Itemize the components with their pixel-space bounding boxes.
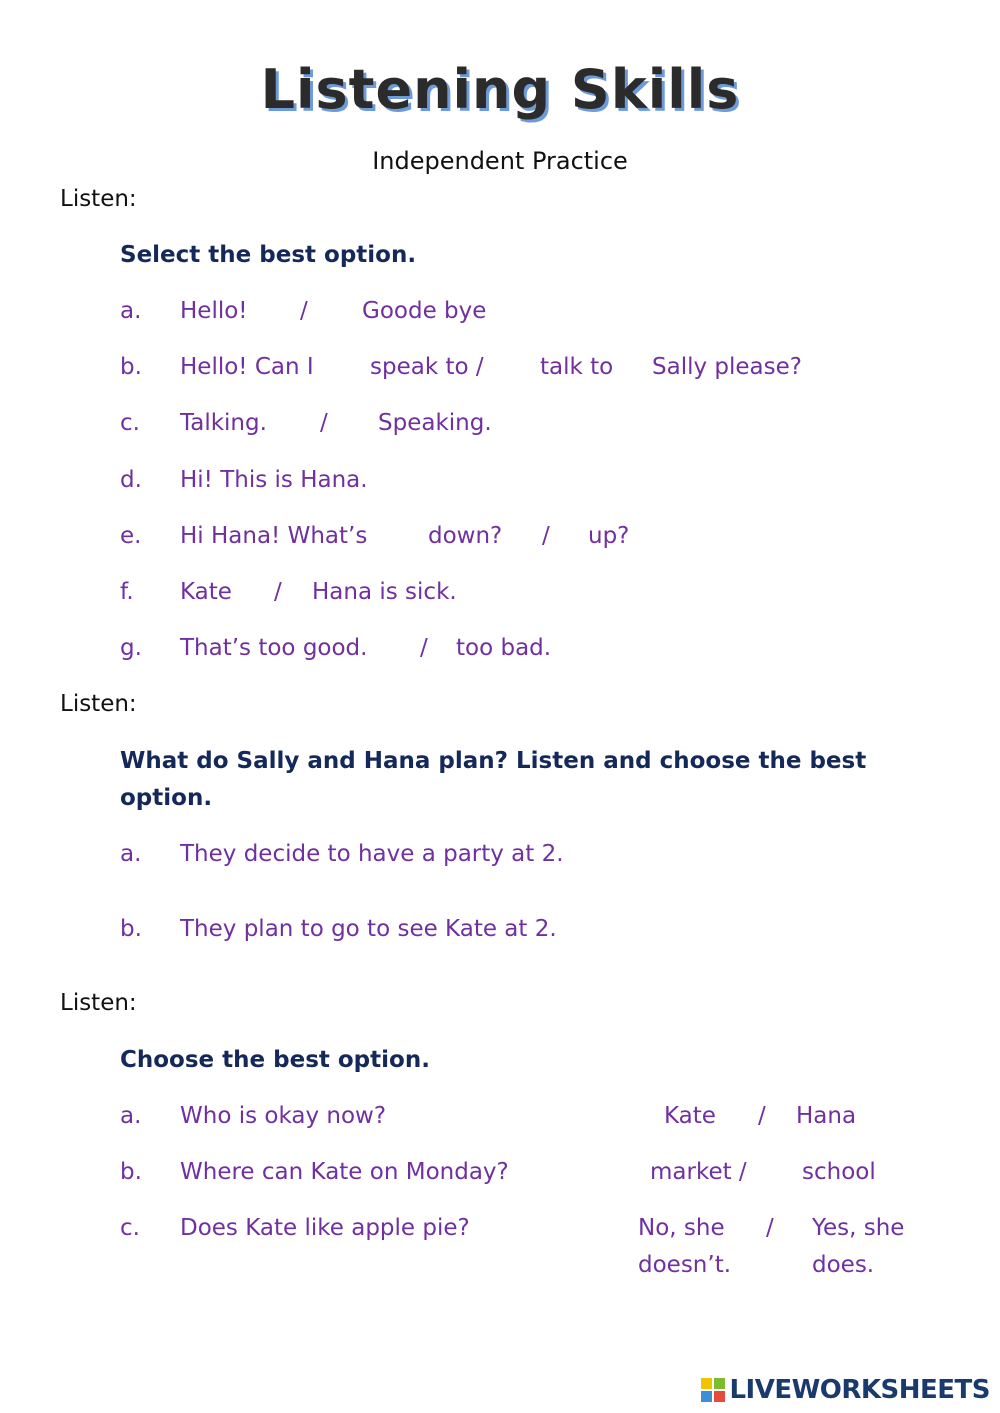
s1-item-b-text-1: Hello! Can I <box>180 354 314 380</box>
s2-item-b-option[interactable]: They plan to go to see Kate at 2. <box>180 916 557 942</box>
s1-item-g-option-2[interactable]: too bad. <box>456 635 552 661</box>
s3-item-c-letter: c. <box>120 1215 140 1241</box>
s1-item-a-option-2[interactable]: Goode bye <box>362 298 487 324</box>
s1-item-c-letter: c. <box>120 410 140 436</box>
s3-item-c-option-1-line-1[interactable]: No, she <box>638 1215 725 1241</box>
s1-item-a-letter: a. <box>120 298 142 324</box>
s3-item-b-option-1[interactable]: market / <box>650 1159 747 1185</box>
s3-item-c-option-2-line-2[interactable]: does. <box>812 1252 875 1278</box>
liveworksheets-logo-text: LIVEWORKSHEETS <box>729 1375 990 1405</box>
s1-item-a-slash: / <box>300 298 308 324</box>
s3-item-b-question: Where can Kate on Monday? <box>180 1159 509 1185</box>
s1-item-f-letter: f. <box>120 579 134 605</box>
s3-item-b-letter: b. <box>120 1159 142 1185</box>
s1-item-b-letter: b. <box>120 354 142 380</box>
section-2-header: Listen: <box>60 691 137 717</box>
s1-item-c-slash: / <box>320 410 328 436</box>
logo-square-3 <box>701 1391 712 1402</box>
s3-item-c-question: Does Kate like apple pie? <box>180 1215 470 1241</box>
s2-item-a-letter: a. <box>120 841 142 867</box>
liveworksheets-logo-icon <box>701 1378 725 1402</box>
s3-item-a-option-1[interactable]: Kate <box>664 1103 716 1129</box>
s3-item-b-option-2[interactable]: school <box>802 1159 876 1185</box>
s1-item-f-option-2[interactable]: Hana is sick. <box>312 579 457 605</box>
s1-item-b-option-2[interactable]: talk to <box>540 354 614 380</box>
s1-item-g-slash: / <box>420 635 428 661</box>
s1-item-a-option-1[interactable]: Hello! <box>180 298 248 324</box>
page-title: Listening Skills <box>260 58 740 121</box>
s3-item-c-option-2-line-1[interactable]: Yes, she <box>812 1215 905 1241</box>
section-3-header: Listen: <box>60 990 137 1016</box>
s2-item-a-option[interactable]: They decide to have a party at 2. <box>180 841 564 867</box>
s1-item-e-slash: / <box>542 523 550 549</box>
s3-item-c-option-1-line-2[interactable]: doesn’t. <box>638 1252 732 1278</box>
s2-item-b-letter: b. <box>120 916 142 942</box>
s3-item-a-question: Who is okay now? <box>180 1103 387 1129</box>
s1-item-g-letter: g. <box>120 635 142 661</box>
s1-item-d-text: Hi! This is Hana. <box>180 467 368 493</box>
s1-item-c-option-1[interactable]: Talking. <box>180 410 267 436</box>
section-1-header: Listen: <box>60 186 137 212</box>
s1-item-e-option-1[interactable]: down? <box>428 523 503 549</box>
s1-item-c-option-2[interactable]: Speaking. <box>378 410 492 436</box>
s1-item-e-text: Hi Hana! What’s <box>180 523 368 549</box>
page-subtitle: Independent Practice <box>372 147 628 175</box>
s1-item-f-option-1[interactable]: Kate <box>180 579 232 605</box>
s1-item-d-letter: d. <box>120 467 142 493</box>
section-3-instruction: Choose the best option. <box>120 1047 430 1073</box>
s3-item-a-option-2[interactable]: Hana <box>796 1103 857 1129</box>
logo-square-4 <box>714 1391 725 1402</box>
section-2-instruction-line-1: What do Sally and Hana plan? Listen and choose the best <box>120 748 867 774</box>
s1-item-b-option-1[interactable]: speak to / <box>370 354 484 380</box>
s3-item-a-slash: / <box>758 1103 766 1129</box>
s1-item-f-slash: / <box>274 579 282 605</box>
s1-item-g-option-1[interactable]: That’s too good. <box>180 635 368 661</box>
liveworksheets-logo[interactable] <box>701 1375 990 1405</box>
s1-item-e-letter: e. <box>120 523 142 549</box>
s3-item-c-slash: / <box>766 1215 774 1241</box>
s1-item-b-text-2: Sally please? <box>652 354 802 380</box>
logo-square-2 <box>714 1378 725 1389</box>
section-1-instruction: Select the best option. <box>120 242 417 268</box>
logo-square-1 <box>701 1378 712 1389</box>
s3-item-a-letter: a. <box>120 1103 142 1129</box>
section-2-instruction-line-2: option. <box>120 785 213 811</box>
s1-item-e-option-2[interactable]: up? <box>588 523 630 549</box>
